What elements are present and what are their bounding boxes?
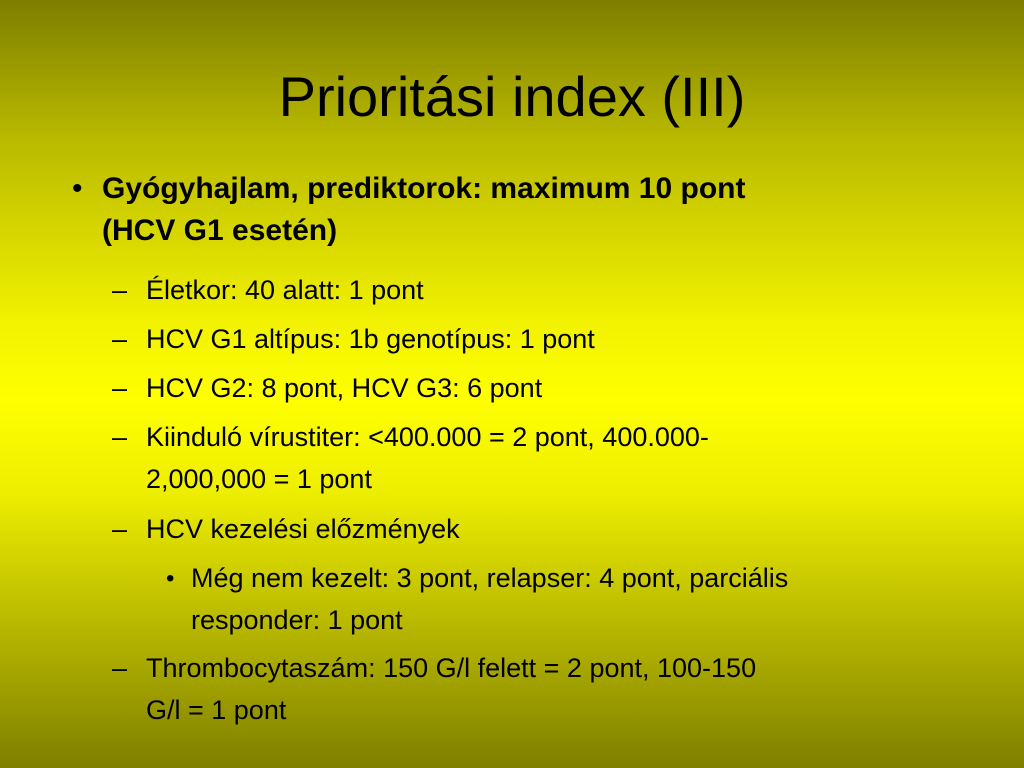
dash-marker: – bbox=[112, 653, 128, 683]
sub-sub-bullet-untreated-line-1: Még nem kezelt: 3 pont, relapser: 4 pont, parciális bbox=[191, 563, 789, 593]
bullet-main-line-1: Gyógyhajlam, prediktorok: maximum 10 pont bbox=[102, 172, 746, 205]
dash-marker: – bbox=[112, 324, 128, 354]
sub-bullet-viral-titer-line-1: Kiinduló vírustiter: <400.000 = 2 pont, 400.000- bbox=[146, 422, 709, 452]
bullet-marker: • bbox=[72, 172, 83, 205]
dash-marker: – bbox=[112, 514, 128, 544]
bullet-marker: • bbox=[166, 565, 175, 592]
sub-bullet-treatment-history-text: HCV kezelési előzmények bbox=[146, 514, 460, 544]
sub-bullet-g1-subtype-text: HCV G1 altípus: 1b genotípus: 1 pont bbox=[146, 324, 595, 354]
sub-bullet-g2-g3-text: HCV G2: 8 pont, HCV G3: 6 pont bbox=[146, 373, 543, 403]
bullet-main-line-2: (HCV G1 esetén) bbox=[102, 214, 338, 247]
sub-bullet-platelet-line-1: Thrombocytaszám: 150 G/l felett = 2 pont, 100-150 bbox=[146, 653, 757, 683]
slide-title: Prioritási index (III) bbox=[278, 65, 746, 128]
sub-bullet-platelet-line-2: G/l = 1 pont bbox=[146, 695, 287, 725]
sub-bullet-age-text: Életkor: 40 alatt: 1 pont bbox=[146, 275, 424, 305]
sub-bullet-viral-titer-line-2: 2,000,000 = 1 pont bbox=[146, 464, 372, 494]
dash-marker: – bbox=[112, 422, 128, 452]
sub-sub-bullet-untreated-line-2: responder: 1 pont bbox=[191, 605, 403, 635]
dash-marker: – bbox=[112, 373, 128, 403]
dash-marker: – bbox=[112, 275, 128, 305]
